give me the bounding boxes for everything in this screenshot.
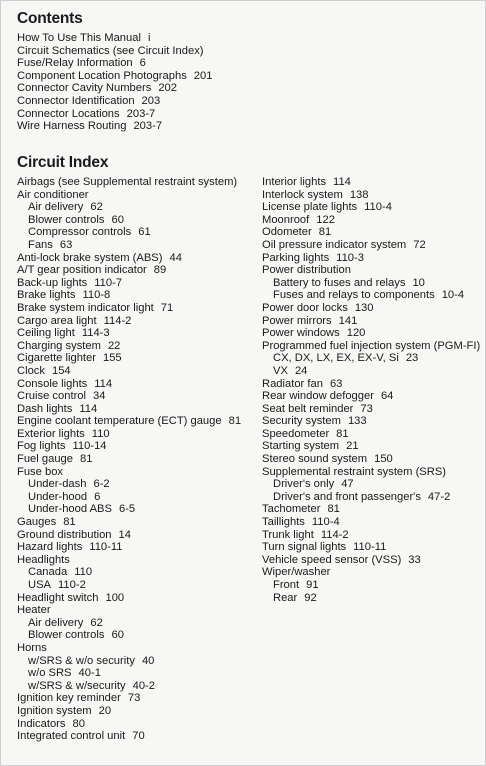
index-entry — [262, 214, 484, 227]
entry-label: Connector Cavity Numbers — [17, 82, 152, 95]
entry-label: Under-hood — [28, 490, 88, 503]
entry-page-number: 23 — [405, 352, 419, 365]
entry-page-number: 138 — [349, 188, 369, 201]
index-entry — [262, 201, 484, 214]
entry-label: Airbags (see Supplemental restraint system) — [17, 176, 238, 188]
entry-label: Fog lights — [17, 440, 66, 453]
entry-page-number: 72 — [413, 238, 426, 251]
index-entry — [262, 176, 484, 189]
entry-page-number: 114-3 — [81, 327, 110, 340]
entry-page-number: 154 — [51, 364, 71, 377]
entry-page-number: 110 — [74, 566, 93, 579]
index-entry — [17, 478, 257, 491]
entry-label: Fuse box — [17, 465, 64, 478]
entry-page-number: 110-7 — [94, 276, 123, 289]
entry-label: Compressor controls — [28, 226, 132, 239]
index-entry — [262, 264, 484, 277]
index-entry — [17, 264, 257, 277]
entry-label: Headlights — [17, 553, 70, 566]
entry-label: Connector Identification — [17, 94, 135, 107]
index-entry — [17, 277, 257, 290]
entry-page-number: 133 — [347, 415, 367, 428]
contents-entry — [17, 120, 212, 133]
entry-page-number: 81 — [63, 516, 76, 529]
entry-page-number: 81 — [336, 427, 349, 440]
index-entry — [262, 403, 484, 416]
index-entry — [17, 554, 257, 567]
entry-page-number: 203 — [141, 94, 161, 107]
index-entry — [262, 289, 484, 302]
entry-label: Front — [273, 579, 300, 591]
index-entry — [17, 617, 257, 630]
entry-label: Charging system — [17, 339, 101, 352]
entry-label: Ceiling light — [17, 327, 75, 340]
entry-page-number: 20 — [98, 704, 112, 717]
index-entry — [17, 214, 257, 227]
entry-page-number: 110-4 — [364, 201, 392, 214]
index-entry — [262, 466, 484, 479]
index-entry — [17, 302, 257, 315]
entry-label: CX, DX, LX, EX, EX-V, Si — [273, 352, 399, 365]
entry-label: Fuses and relays to components — [273, 289, 435, 302]
entry-label: Power distribution — [262, 264, 351, 277]
index-entry — [17, 327, 257, 340]
index-entry — [262, 503, 484, 516]
entry-page-number: 203-7 — [133, 120, 163, 133]
contents-entry — [17, 70, 212, 83]
index-entry — [17, 680, 257, 693]
entry-page-number: 110-8 — [82, 289, 111, 302]
entry-page-number: 6-5 — [118, 503, 136, 516]
entry-page-number: 6 — [139, 57, 146, 70]
index-entry — [17, 352, 257, 365]
entry-page-number: 40-1 — [78, 667, 101, 680]
index-entry — [17, 176, 257, 189]
entry-label: Connector Locations — [17, 107, 120, 120]
entry-page-number: 21 — [346, 440, 359, 453]
entry-label: Power mirrors — [262, 314, 332, 327]
index-entry — [262, 415, 484, 428]
entry-label: Supplemental restraint system (SRS) — [262, 465, 447, 478]
entry-label: Trunk light — [262, 528, 314, 541]
entry-label: w/SRS & w/security — [28, 679, 126, 692]
index-entry — [262, 252, 484, 265]
index-entry — [17, 378, 257, 391]
entry-label: Heater — [17, 604, 51, 617]
index-entry — [17, 705, 257, 718]
index-entry — [17, 428, 257, 441]
circuit-index-left-column — [17, 176, 257, 743]
index-entry — [262, 189, 484, 202]
entry-label: Anti-lock brake system (ABS) — [17, 251, 163, 264]
entry-page-number: 81 — [318, 226, 332, 239]
entry-label: w/SRS & w/o security — [28, 654, 135, 667]
entry-label: Interlock system — [262, 188, 343, 201]
entry-label: Security system — [262, 415, 341, 428]
entry-page-number: 60 — [111, 213, 124, 226]
entry-page-number: 47-2 — [427, 490, 451, 503]
index-entry — [262, 592, 484, 605]
entry-page-number: 100 — [105, 591, 125, 604]
entry-label: License plate lights — [262, 201, 358, 214]
index-entry — [17, 340, 257, 353]
entry-page-number: 10-4 — [441, 289, 465, 302]
index-entry — [17, 503, 257, 516]
entry-page-number: 110 — [91, 427, 110, 440]
index-entry — [17, 239, 257, 252]
index-entry — [17, 365, 257, 378]
entry-page-number: 62 — [90, 616, 103, 629]
entry-label: Ignition system — [17, 704, 92, 717]
entry-page-number: 122 — [316, 213, 335, 226]
entry-page-number: 64 — [380, 390, 394, 403]
entry-page-number: 63 — [329, 377, 343, 390]
entry-label: Programmed fuel injection system (PGM-FI) — [262, 339, 481, 352]
entry-page-number: 150 — [374, 453, 393, 466]
contents-entry — [17, 45, 212, 58]
entry-label: Indicators — [17, 717, 66, 730]
entry-label: Blower controls — [28, 213, 105, 226]
entry-label: Vehicle speed sensor (VSS) — [262, 553, 402, 566]
entry-label: Driver's only — [273, 478, 335, 491]
entry-page-number: 114-2 — [103, 314, 132, 327]
index-entry — [17, 629, 257, 642]
entry-label: Cigarette lighter — [17, 352, 96, 365]
index-entry — [17, 491, 257, 504]
entry-label: Starting system — [262, 440, 340, 453]
index-entry — [262, 478, 484, 491]
entry-label: Integrated control unit — [17, 730, 126, 743]
entry-page-number: 91 — [306, 579, 319, 591]
index-entry — [17, 566, 257, 579]
index-entry — [262, 352, 484, 365]
entry-label: Brake lights — [17, 289, 76, 302]
entry-page-number: 22 — [107, 339, 121, 352]
entry-label: Fuse/Relay Information — [17, 57, 133, 70]
entry-label: Circuit Schematics (see Circuit Index) — [17, 44, 204, 57]
entry-page-number: 110-4 — [311, 516, 340, 529]
entry-label: Speedometer — [262, 427, 330, 440]
contents-entry — [17, 57, 212, 70]
entry-label: Canada — [28, 566, 68, 579]
entry-page-number: 130 — [354, 301, 374, 314]
index-entry — [262, 226, 484, 239]
index-entry — [17, 390, 257, 403]
index-entry — [262, 428, 484, 441]
entry-page-number: 89 — [153, 264, 167, 277]
index-entry — [262, 365, 484, 378]
entry-page-number: 73 — [360, 402, 373, 415]
entry-page-number: 40-2 — [132, 679, 156, 692]
entry-page-number: 62 — [90, 201, 103, 214]
entry-label: Cargo area light — [17, 314, 97, 327]
contents-entry — [17, 82, 212, 95]
entry-page-number: 81 — [228, 415, 242, 428]
entry-label: Cruise control — [17, 390, 87, 403]
index-entry — [17, 718, 257, 731]
entry-label: Console lights — [17, 377, 88, 390]
entry-page-number: 71 — [160, 301, 174, 314]
index-entry — [262, 541, 484, 554]
entry-page-number: 203-7 — [126, 107, 156, 120]
entry-label: Air conditioner — [17, 188, 89, 201]
index-entry — [17, 453, 257, 466]
entry-label: A/T gear position indicator — [17, 264, 147, 277]
contents-entry — [17, 108, 212, 121]
index-entry — [262, 277, 484, 290]
entry-label: Under-dash — [28, 478, 87, 491]
index-entry — [262, 315, 484, 328]
entry-page-number: 201 — [193, 69, 213, 82]
entry-label: Component Location Photographs — [17, 69, 187, 82]
entry-page-number: 80 — [72, 717, 85, 730]
entry-page-number: 110-11 — [89, 541, 123, 554]
entry-label: Exterior lights — [17, 427, 85, 440]
index-entry — [17, 415, 257, 428]
index-entry — [17, 315, 257, 328]
entry-label: Headlight switch — [17, 591, 99, 604]
index-entry — [17, 252, 257, 265]
contents-list — [17, 32, 212, 133]
entry-page-number: 81 — [79, 453, 93, 466]
index-entry — [17, 289, 257, 302]
entry-page-number: 61 — [138, 226, 151, 239]
contents-entry — [17, 32, 212, 45]
index-entry — [17, 201, 257, 214]
index-entry — [17, 692, 257, 705]
index-entry — [262, 327, 484, 340]
index-entry — [17, 529, 257, 542]
entry-page-number: 92 — [304, 591, 317, 604]
entry-page-number: 10 — [412, 276, 425, 289]
index-entry — [17, 226, 257, 239]
entry-label: Gauges — [17, 516, 57, 529]
entry-label: Rear window defogger — [262, 390, 374, 403]
index-entry — [262, 529, 484, 542]
entry-label: Ignition key reminder — [17, 692, 121, 705]
index-entry — [262, 378, 484, 391]
index-entry — [17, 403, 257, 416]
index-entry — [17, 516, 257, 529]
entry-label: Interior lights — [262, 176, 327, 188]
entry-page-number: 110-14 — [72, 440, 107, 453]
index-entry — [17, 541, 257, 554]
entry-label: USA — [28, 579, 52, 591]
entry-label: Taillights — [262, 516, 305, 529]
entry-label: Fuel gauge — [17, 453, 73, 466]
entry-label: Power door locks — [262, 301, 348, 314]
entry-page-number: 6-2 — [93, 478, 110, 491]
entry-page-number: 47 — [341, 478, 354, 491]
entry-label: Oil pressure indicator system — [262, 238, 407, 251]
entry-page-number: 110-3 — [336, 251, 364, 264]
entry-label: How To Use This Manual — [17, 32, 141, 44]
entry-page-number: 114 — [94, 377, 113, 390]
entry-label: Moonroof — [262, 213, 310, 226]
index-entry — [17, 579, 257, 592]
entry-page-number: 155 — [102, 352, 122, 365]
entry-label: Ground distribution — [17, 528, 112, 541]
entry-page-number: 110-11 — [353, 541, 387, 554]
entry-page-number: 73 — [127, 692, 141, 705]
index-entry — [262, 453, 484, 466]
entry-label: Back-up lights — [17, 276, 88, 289]
entry-page-number: 6 — [94, 490, 101, 503]
entry-page-number: 114-2 — [320, 528, 349, 541]
entry-label: Clock — [17, 364, 45, 377]
index-entry — [17, 604, 257, 617]
entry-page-number: 81 — [327, 503, 340, 516]
entry-label: Tachometer — [262, 503, 321, 516]
entry-label: Under-hood ABS — [28, 503, 112, 516]
entry-label: Brake system indicator light — [17, 301, 154, 314]
index-entry — [262, 579, 484, 592]
entry-label: Fans — [28, 238, 53, 251]
entry-page-number: 60 — [111, 629, 124, 642]
entry-page-number: i — [147, 32, 151, 44]
index-entry — [262, 239, 484, 252]
entry-label: Hazard lights — [17, 541, 83, 554]
index-entry — [17, 667, 257, 680]
index-entry — [262, 340, 484, 353]
entry-label: Battery to fuses and relays — [273, 276, 406, 289]
entry-label: Power windows — [262, 327, 340, 340]
entry-label: Stereo sound system — [262, 453, 368, 466]
entry-label: Wire Harness Routing — [17, 120, 127, 133]
entry-page-number: 120 — [346, 327, 366, 340]
entry-label: Turn signal lights — [262, 541, 347, 554]
entry-page-number: 24 — [294, 364, 308, 377]
index-entry — [17, 642, 257, 655]
index-entry — [262, 516, 484, 529]
entry-label: Parking lights — [262, 251, 330, 264]
index-entry — [17, 440, 257, 453]
entry-label: Driver's and front passenger's — [273, 490, 421, 503]
entry-label: Rear — [273, 591, 298, 604]
index-entry — [17, 655, 257, 668]
entry-label: Air delivery — [28, 201, 84, 214]
index-entry — [17, 466, 257, 479]
contents-heading: Contents — [17, 10, 83, 27]
entry-page-number: 114 — [79, 402, 98, 415]
entry-label: Engine coolant temperature (ECT) gauge — [17, 415, 222, 428]
entry-label: Odometer — [262, 226, 312, 239]
entry-label: Radiator fan — [262, 377, 323, 390]
index-entry — [262, 554, 484, 567]
index-entry — [262, 566, 484, 579]
circuit-index-right-column — [262, 176, 484, 604]
entry-page-number: 141 — [338, 314, 358, 327]
entry-page-number: 33 — [408, 553, 421, 566]
entry-page-number: 44 — [169, 251, 182, 264]
entry-label: Horns — [17, 641, 47, 654]
entry-page-number: 14 — [118, 528, 131, 541]
entry-label: Air delivery — [28, 616, 84, 629]
entry-label: w/o SRS — [28, 667, 72, 680]
entry-page-number: 40 — [141, 654, 155, 667]
entry-page-number: 114 — [333, 176, 351, 188]
index-entry — [17, 730, 257, 743]
entry-label: VX — [273, 364, 288, 377]
entry-page-number: 63 — [59, 238, 73, 251]
index-entry — [17, 592, 257, 605]
entry-label: Dash lights — [17, 402, 73, 415]
entry-page-number: 202 — [158, 82, 177, 95]
index-entry — [262, 390, 484, 403]
index-entry — [262, 302, 484, 315]
contents-entry — [17, 95, 212, 108]
index-entry — [17, 189, 257, 202]
entry-page-number: 110-2 — [58, 579, 86, 591]
entry-label: Seat belt reminder — [262, 402, 354, 415]
entry-page-number: 34 — [93, 390, 106, 403]
entry-label: Blower controls — [28, 629, 105, 642]
entry-page-number: 70 — [132, 730, 145, 743]
index-entry — [262, 440, 484, 453]
index-entry — [262, 491, 484, 504]
entry-label: Wiper/washer — [262, 566, 331, 579]
circuit-index-heading: Circuit Index — [17, 154, 109, 171]
